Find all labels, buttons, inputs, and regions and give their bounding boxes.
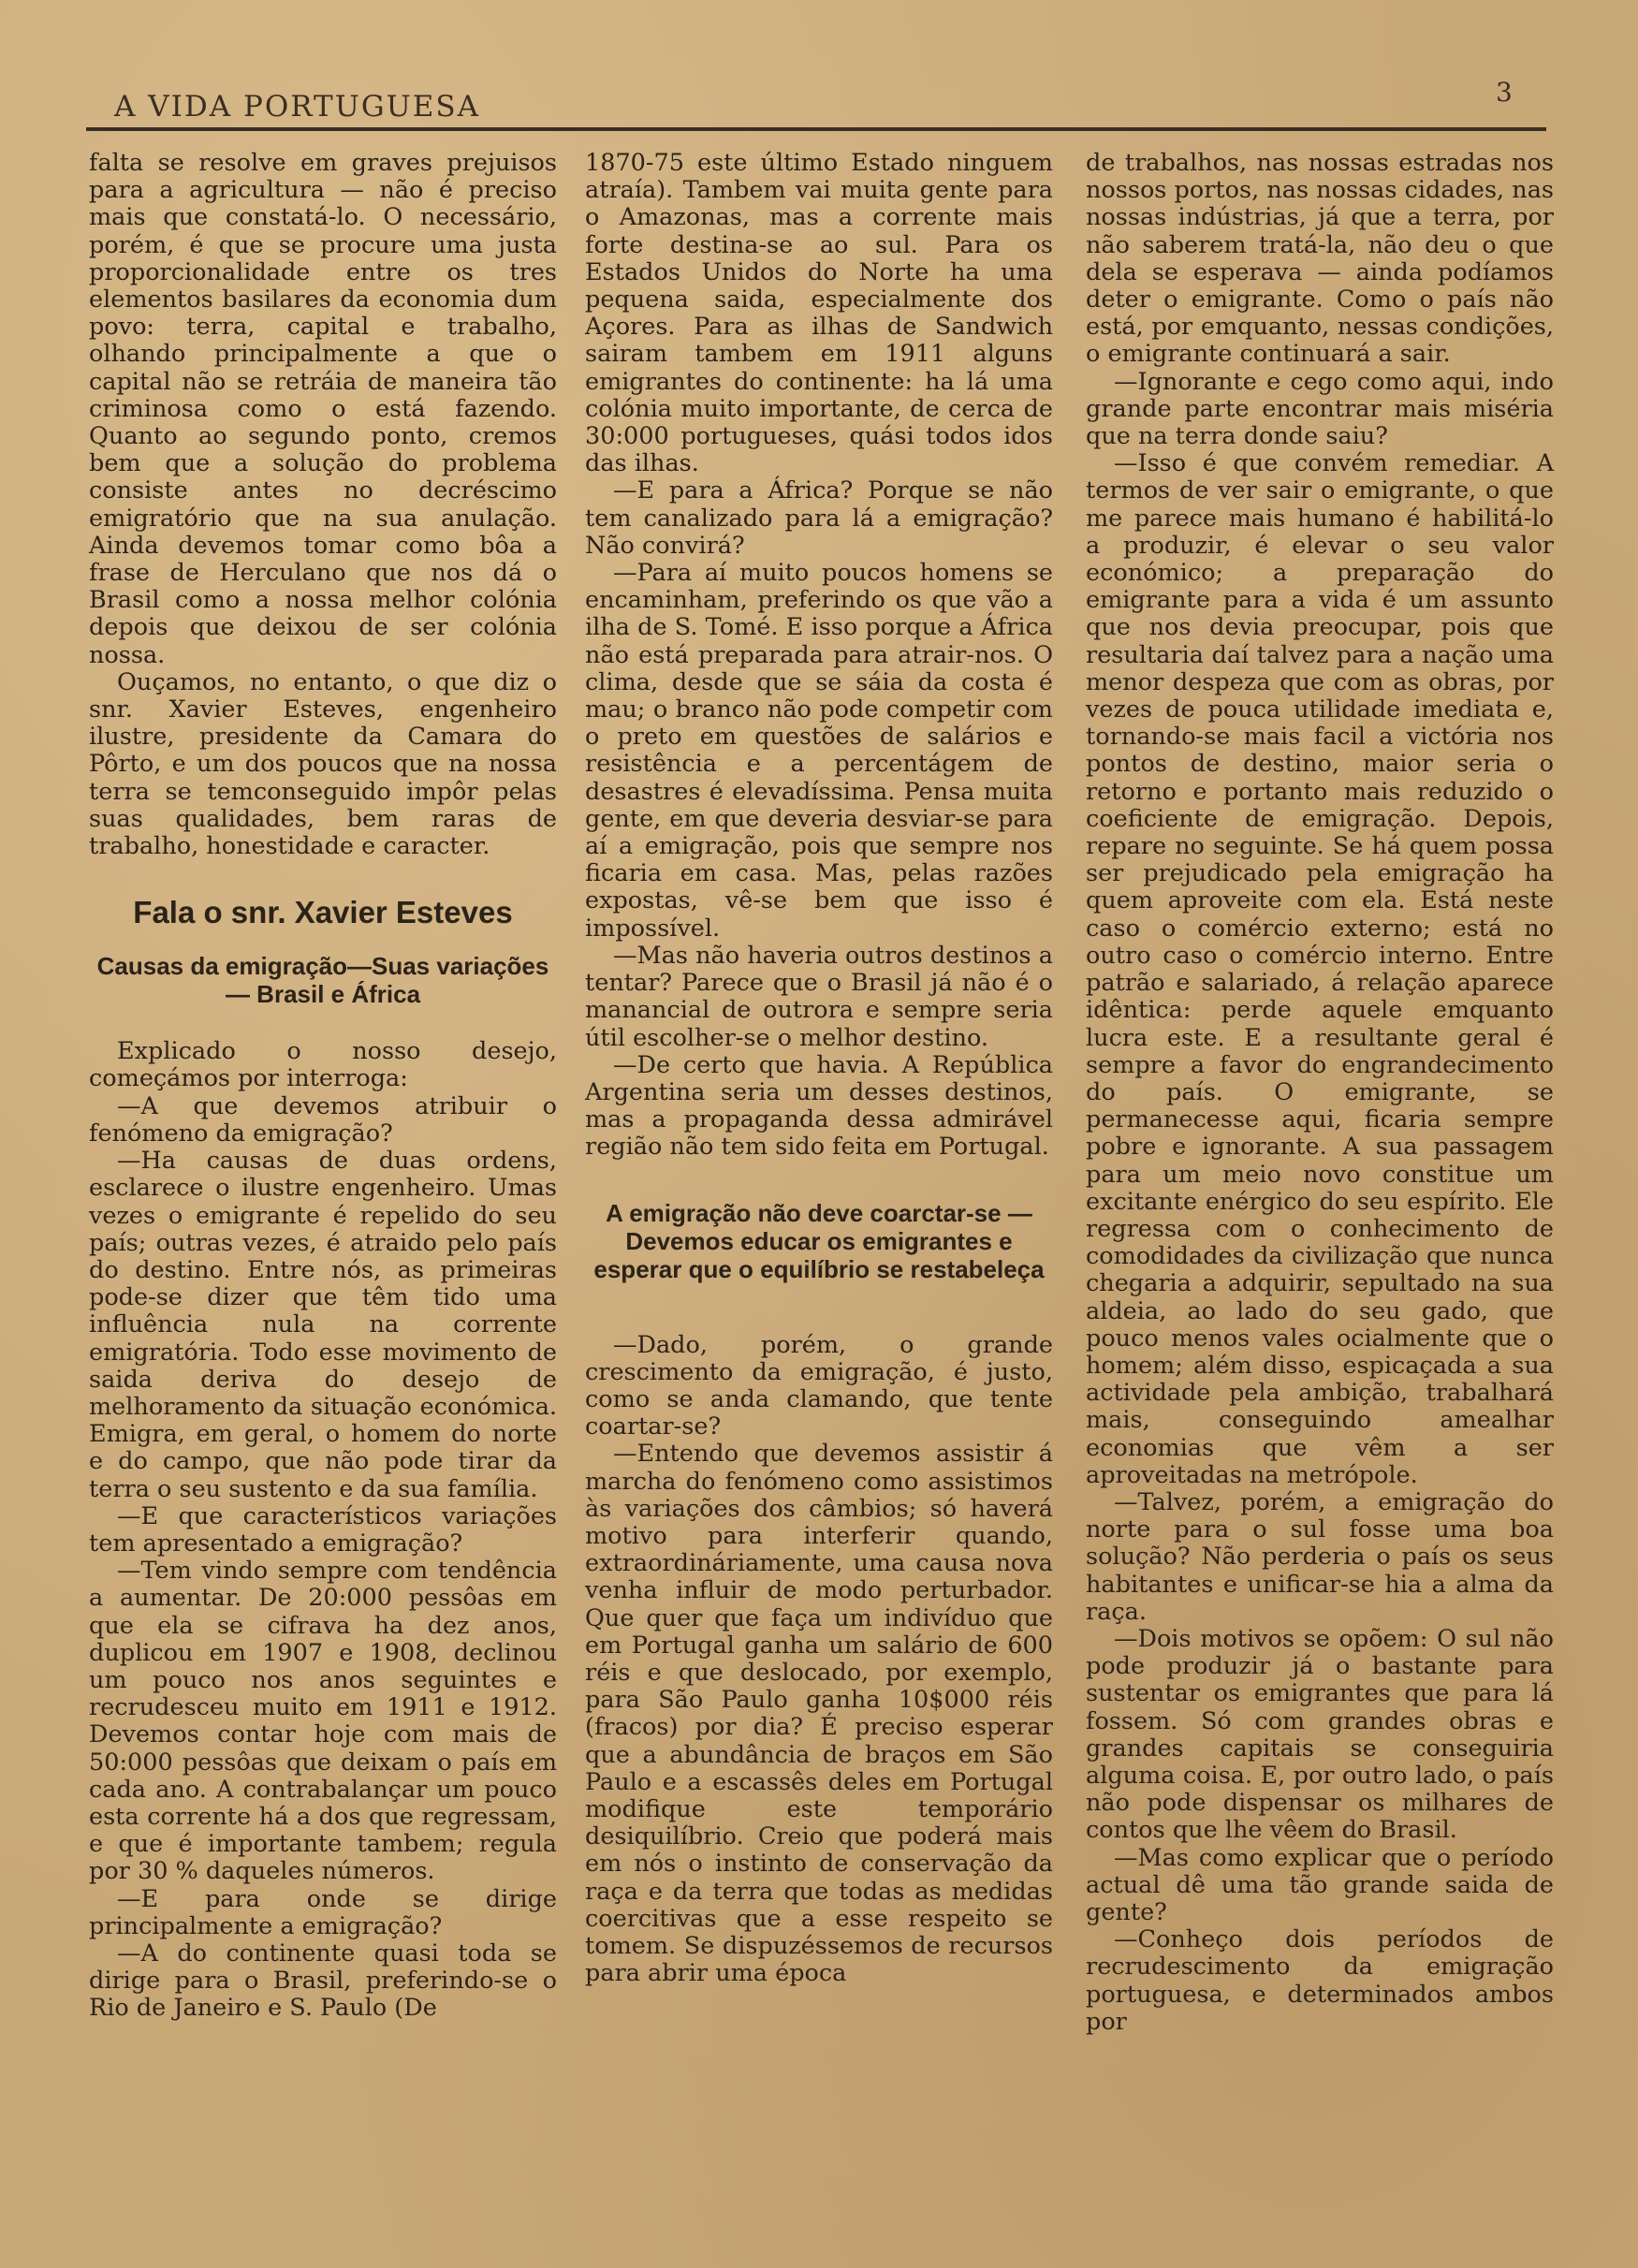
paragraph: falta se resolve em graves prejuisos para a agricultura — não é preciso mais que constatá-lo. O necessário, porém, é que se procure uma justa proporcionalidade entre os tres elementos basilares da economia dum povo: terra, capital e trabalho, olhando principalmente a que o capital não se retráia de maneira tão criminosa como o está fazendo. Quanto ao segundo ponto, cremos bem que a solução do problema consiste antes no decréscimo emigratório que na sua anulação. Ainda devemos tomar como bôa a frase de Herculano que nos dá o Brasil como a nossa melhor colónia depois que deixou de ser colónia nossa. [89,149,557,669]
paragraph: 1870-75 este último Estado ninguem atraía). Tambem vai muita gente para o Amazonas, mas a corrente mais forte destina-se ao sul. Para os Estados Unidos do Norte ha uma pequena saida, especialmente dos Açores. Para as ilhas de Sandwich sairam tambem em 1911 alguns emigrantes do continente: ha lá uma colónia muito importante, de cerca de 30:000 portugueses, quási todos idos das ilhas. [585,149,1053,478]
paragraph: —A do continente quasi toda se dirige para o Brasil, preferindo-se o Rio de Janeiro e S. Paulo (De [89,1939,557,2023]
paragraph: —Entendo que devemos assistir á marcha do fenómeno como assistimos às variações dos câmbios; só haverá motivo para interferir quando, extraordináriamente, uma causa nova venha influir de modo perturbador. Que quer que faça um indivíduo que em Portugal ganha um salário de 600 réis e que deslocado, por exemplo, para São Paulo ganha 10$000 réis (fracos) por dia? É preciso esperar que a abundância de braços em São Paulo e a escassês deles em Portugal modifique este temporário desiquilíbrio. Creio que poderá mais em nós o instinto de conservação da raça e da terra que todas as medidas coercitivas que a esse respeito se tomem. Se dispuzéssemos de recursos para abrir uma época [585,1440,1053,1988]
page-number: 3 [1496,77,1513,108]
paragraph: —Dois motivos se opõem: O sul não pode produzir já o bastante para sustentar os emigrantes que para lá fossem. Só com grandes obras e grandes capitais se conseguiria alguma coisa. E, por outro lado, o país não pode dispensar os milhares de contos que lhe vêem do Brasil. [1086,1624,1554,1845]
paragraph: de trabalhos, nas nossas estradas nos nossos portos, nas nossas cidades, nas nossas indústrias, já que a terra, por não saberem tratá-la, não deu o que dela se esperava — ainda podíamos deter o emigrante. Como o país não está, por emquanto, nessas condições, o emigrante continuará a sair. [1086,149,1554,369]
paragraph: —Ha causas de duas ordens, esclarece o ilustre engenheiro. Umas vezes o emigrante é repelido do seu país; outras vezes, é atraido pelo país do destino. Entre nós, as primeiras pode-se dizer que têm tido uma influência nula na corrente emigratória. Todo esse movimento de saida deriva do desejo de melhoramento da situação económica. Emigra, em geral, o homem do norte e do campo, que não pode tirar da terra o seu sustento e da sua família. [89,1147,557,1503]
paragraph: —Talvez, porém, a emigração do norte para o sul fosse uma boa solução? Não perderia o país os seus habitantes e unificar-se hia a alma da raça. [1086,1487,1554,1626]
column-3 [1086,150,1554,2036]
header-rule [86,127,1546,131]
paragraph: Ouçamos, no entanto, o que diz o snr. Xavier Esteves, engenheiro ilustre, presidente da Camara do Pôrto, e um dos poucos que na nossa terra se temconseguido impôr pelas suas qualidades, bem raras de trabalho, honestidade e caracter. [89,667,557,861]
paragraph: —Para aí muito poucos homens se encaminham, preferindo os que vão a ilha de S. Tomé. E isso porque a África não está preparada para atrair-nos. O clima, desde que se sáia da costa é mau; o branco não pode competir com o preto em questões de salários e resistência e a percentágem de desastres é elevadíssima. Pensa muita gente, em que deveria desviar-se para aí a emigração, pois que sempre nos ficaria em casa. Mas, pelas razões expostas, vê-se bem que isso é impossível. [585,559,1053,943]
paragraph: —Conheço dois períodos de recrudescimento da emigração portuguesa, e determinados ambos por [1086,1925,1554,2036]
paragraph: —E para onde se dirige principalmente a emigração? [89,1884,557,1940]
paragraph: —Isso é que convém remediar. A termos de ver sair o emigrante, o que me parece mais humano é habilitá-lo a produzir, é elevar o seu valor económico; a preparação do emigrante para a vida é um assunto que nos devia preocupar, pois que resultaria daí talvez para a nação uma menor despeza que com as obras, por vezes de pouca utilidade imediata e, tornando-se mais facil a victória nos pontos de destino, maior seria o retorno e portanto mais reduzido o coeficiente de emigração. Depois, repare no seguinte. Se há quem possa ser prejudicado pela emigração ha quem aproveite com ela. Está neste caso o comércio externo; está no outro caso o comércio interno. Entre patrão e salariado, á relação aparece idêntica: perde aquele emquanto lucra este. E a resultante geral é sempre a favor do engrandecimento do país. O emigrante, se permanecesse aqui, ficaria sempre pobre e ignorante. A sua passagem para um meio novo constitue um excitante enérgico do seu espírito. Ele regressa com o conhecimento de comodidades da civilização que nunca chegaria a adquirir, sepultado na sua aldeia, ao lado do seu gado, que pouco menos vales ocialmente que o homem; além disso, espicaçada a sua actividade pela ambição, trabalhará mais, conseguindo amealhar economias que vêm a ser aproveitadas na metrópole. [1086,449,1554,1489]
column-1 [89,150,557,2023]
subheading: A emigração não deve coarctar-se —Devemos educar os emigrantes e esperar que o equilíbrio se restabeleça [593,1198,1045,1283]
paragraph: —Dado, porém, o grande crescimento da emigração, é justo, como se anda clamando, que tente coartar-se? [585,1330,1053,1441]
paragraph: —Ignorante e cego como aqui, indo grande parte encontrar mais miséria que na terra donde saiu? [1086,367,1554,451]
paragraph: —De certo que havia. A República Argentina seria um desses destinos, mas a propaganda dessa admirável região não tem sido feita em Portugal. [585,1050,1053,1162]
paragraph: —A que devemos atribuir o fenómeno da emigração? [89,1091,557,1148]
subheading: Causas da emigração—Suas variações— Brasil e África [96,952,549,1009]
column-2 [585,150,1053,1987]
paragraph: —E para a África? Porque se não tem canalizado para lá a emigração? Não convirá? [585,476,1053,560]
paragraph: —Mas como explicar que o período actual dê uma tão grande saida de gente? [1086,1843,1554,1926]
paragraph: —E que característicos variações tem apresentado a emigração? [89,1501,557,1558]
paragraph: Explicado o nosso desejo, começámos por interroga: [89,1037,557,1093]
paragraph: —Tem vindo sempre com tendência a aumentar. De 20:000 pessôas em que ela se cifrava ha dez anos, duplicou em 1907 e 1908, declinou um pouco nos anos seguintes e recrudesceu muito em 1911 e 1912. Devemos contar hoje com mais de 50:000 pessôas que deixam o país em cada ano. A contrabalançar um pouco esta corrente há a dos que regressam, e que é importante tambem; regula por 30 % daqueles números. [89,1557,557,1886]
paragraph: —Mas não haveria outros destinos a tentar? Parece que o Brasil já não é o manancial de outrora e sempre seria útil escolher-se o melhor destino. [585,941,1053,1052]
running-header: A VIDA PORTUGUESA [114,90,480,124]
section-heading: Fala o snr. Xavier Esteves [133,895,513,930]
